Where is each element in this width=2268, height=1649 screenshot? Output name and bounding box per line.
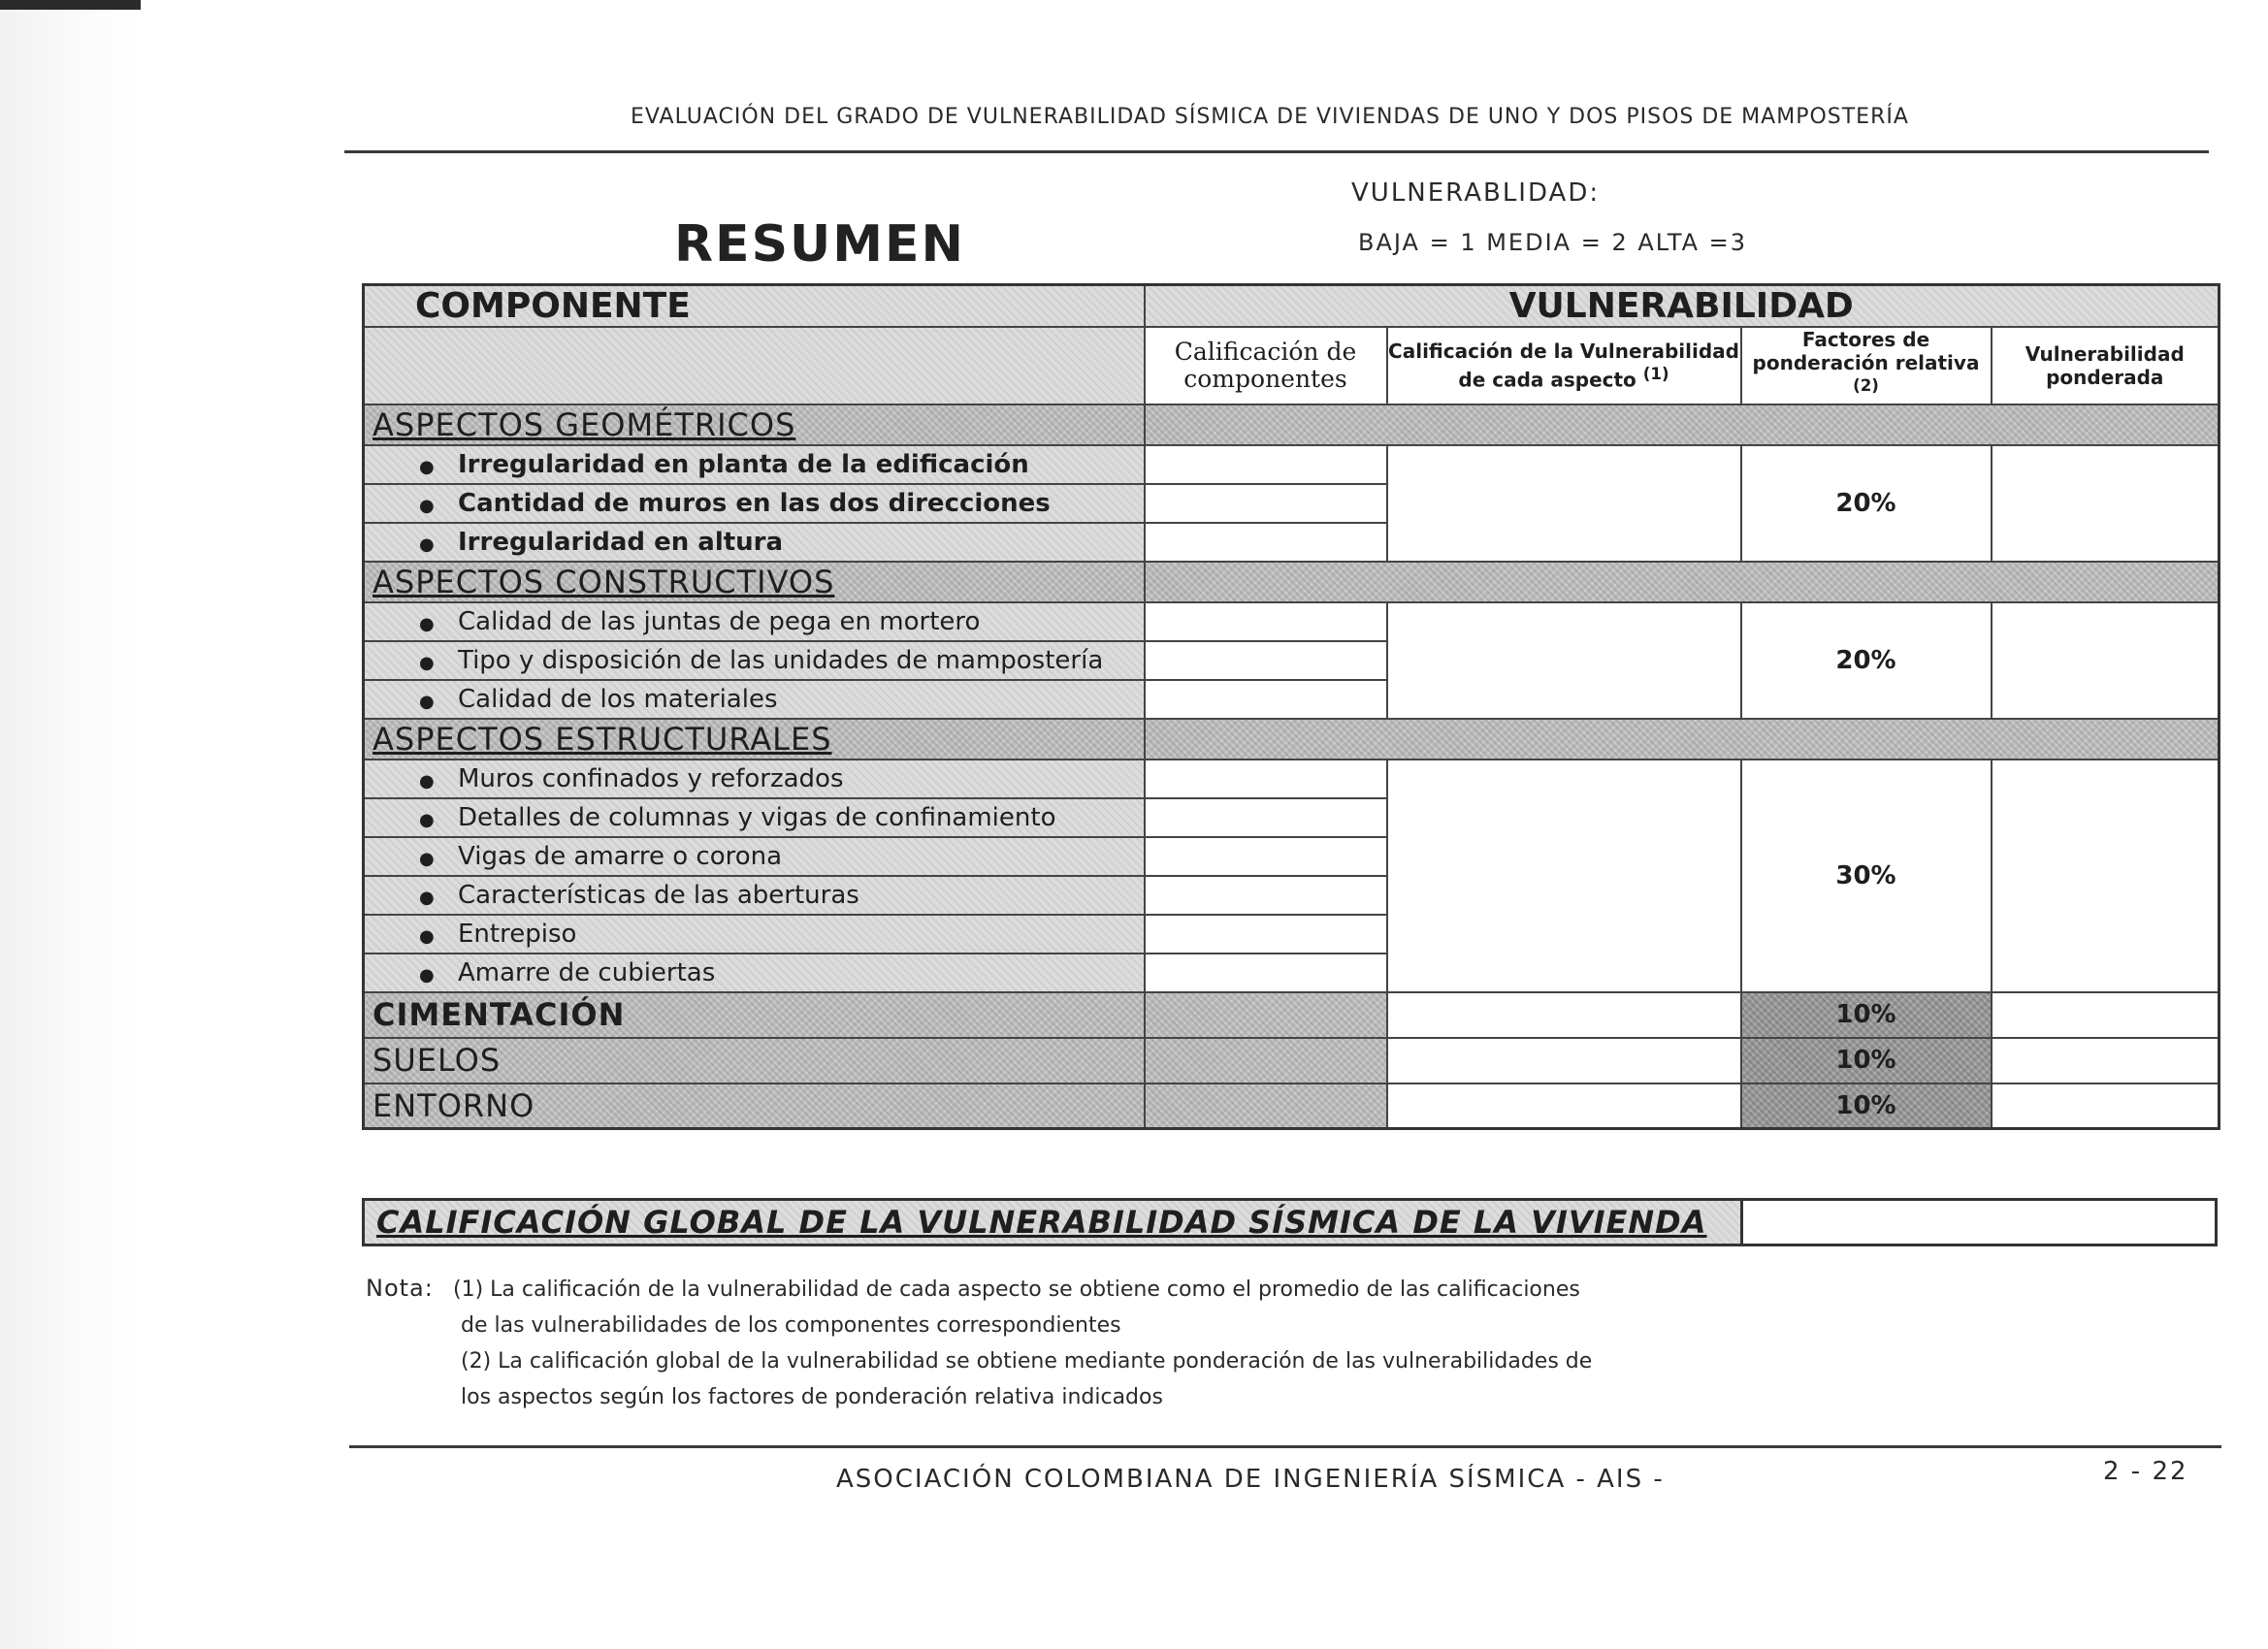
component-row: ● Cantidad de muros en las dos direcciones — [364, 484, 1145, 523]
aspect-score-cell[interactable] — [1387, 760, 1741, 992]
global-rating-input[interactable] — [1743, 1201, 2215, 1244]
component-score-input[interactable] — [1145, 680, 1387, 719]
global-rating-label: CALIFICACIÓN GLOBAL DE LA VULNERABILIDAD SÍSMICA DE LA VIVIENDA — [365, 1201, 1743, 1244]
suelos-label: SUELOS — [364, 1038, 1145, 1083]
aspect-score-cell[interactable] — [1387, 445, 1741, 562]
factor-cell: 10% — [1741, 992, 1992, 1038]
weighted-vulnerability-cell[interactable] — [1992, 992, 2219, 1038]
col-calificacion-aspecto — [1387, 327, 1741, 404]
col-factores-label: Factores de ponderación relativa — [1752, 328, 1980, 374]
col-calificacion-componentes: Calificación de componentes — [1145, 327, 1387, 404]
componente-header: COMPONENTE — [364, 285, 1145, 328]
factor-cell: 20% — [1741, 602, 1992, 719]
cimentacion-label: CIMENTACIÓN — [364, 992, 1145, 1038]
component-row: ● Irregularidad en altura — [364, 523, 1145, 562]
footnote — [366, 1271, 1592, 1415]
group-label: ASPECTOS GEOMÉTRICOS — [364, 404, 1145, 445]
component-score-input[interactable] — [1145, 876, 1387, 915]
note-line-3: (2) La calificación global de la vulnerabilidad se obtiene mediante ponderación de las vulnerabilidades de — [461, 1349, 1593, 1374]
note-line-1: (1) La calificación de la vulnerabilidad de cada aspecto se obtiene como el promedio de las calificaciones — [453, 1277, 1580, 1302]
global-rating-row — [362, 1198, 2218, 1246]
note-line-2: de las vulnerabilidades de los componentes correspondientes — [461, 1313, 1121, 1338]
component-score-input[interactable] — [1145, 760, 1387, 798]
component-row: ● Calidad de las juntas de pega en mortero — [364, 602, 1145, 641]
entorno-label: ENTORNO — [364, 1083, 1145, 1129]
bullet-icon: ● — [419, 925, 435, 947]
component-score-input[interactable] — [1145, 602, 1387, 641]
group-band — [1145, 404, 2219, 445]
page-title: RESUMEN — [674, 215, 966, 274]
factor-cell: 30% — [1741, 760, 1992, 992]
bullet-icon: ● — [419, 691, 435, 712]
component-score-input[interactable] — [1145, 954, 1387, 992]
component-score-input[interactable] — [1145, 484, 1387, 523]
col-calificacion-aspecto-note: (1) — [1642, 365, 1669, 383]
vulnerability-legend-scale: BAJA = 1 MEDIA = 2 ALTA =3 — [1358, 229, 1748, 256]
note-line-4: los aspectos según los factores de ponderación relativa indicados — [461, 1385, 1163, 1409]
component-row: ● Detalles de columnas y vigas de confinamiento — [364, 798, 1145, 837]
component-row: ● Irregularidad en planta de la edificación — [364, 445, 1145, 484]
single-row-shade — [1145, 992, 1387, 1038]
weighted-vulnerability-cell[interactable] — [1992, 445, 2219, 562]
bullet-icon: ● — [419, 887, 435, 908]
component-score-input[interactable] — [1145, 798, 1387, 837]
summary-table — [362, 283, 2220, 1130]
aspect-score-cell[interactable] — [1387, 1038, 1741, 1083]
footer-rule — [349, 1445, 2221, 1448]
group-band — [1145, 562, 2219, 602]
bullet-icon: ● — [419, 652, 435, 673]
component-score-input[interactable] — [1145, 915, 1387, 954]
page-number: 2 - 22 — [2103, 1457, 2188, 1486]
component-row: ● Entrepiso — [364, 915, 1145, 954]
scan-margin — [0, 0, 141, 1649]
factor-cell: 20% — [1741, 445, 1992, 562]
col-calificacion-aspecto-label: Calificación de la Vulnerabilidad de cada aspecto — [1388, 340, 1739, 392]
col-vulnerabilidad-ponderada: Vulnerabilidad ponderada — [1992, 327, 2219, 404]
weighted-vulnerability-cell[interactable] — [1992, 1038, 2219, 1083]
component-row: ● Vigas de amarre o corona — [364, 837, 1145, 876]
component-row: ● Muros confinados y reforzados — [364, 760, 1145, 798]
weighted-vulnerability-cell[interactable] — [1992, 760, 2219, 992]
col-factores-note: (2) — [1853, 376, 1879, 395]
bullet-icon: ● — [419, 534, 435, 555]
bullet-icon: ● — [419, 770, 435, 792]
scan-edge-mark — [0, 0, 141, 10]
bullet-icon: ● — [419, 809, 435, 830]
component-row: ● Tipo y disposición de las unidades de mampostería — [364, 641, 1145, 680]
factor-cell: 10% — [1741, 1083, 1992, 1129]
factor-cell: 10% — [1741, 1038, 1992, 1083]
bullet-icon: ● — [419, 495, 435, 516]
aspect-score-cell[interactable] — [1387, 602, 1741, 719]
component-row: ● Amarre de cubiertas — [364, 954, 1145, 992]
weighted-vulnerability-cell[interactable] — [1992, 1083, 2219, 1129]
note-prefix: Nota: — [366, 1275, 434, 1302]
component-score-input[interactable] — [1145, 641, 1387, 680]
single-row-shade — [1145, 1083, 1387, 1129]
single-row-shade — [1145, 1038, 1387, 1083]
aspect-score-cell[interactable] — [1387, 992, 1741, 1038]
component-score-input[interactable] — [1145, 837, 1387, 876]
bullet-icon: ● — [419, 964, 435, 986]
component-score-input[interactable] — [1145, 523, 1387, 562]
header-rule — [344, 150, 2209, 153]
component-row: ● Características de las aberturas — [364, 876, 1145, 915]
componente-subheader-cell — [364, 327, 1145, 404]
group-label: ASPECTOS CONSTRUCTIVOS — [364, 562, 1145, 602]
bullet-icon: ● — [419, 848, 435, 869]
group-band — [1145, 719, 2219, 760]
footer-organization: ASOCIACIÓN COLOMBIANA DE INGENIERÍA SÍSMICA - AIS - — [836, 1465, 1665, 1494]
weighted-vulnerability-cell[interactable] — [1992, 602, 2219, 719]
bullet-icon: ● — [419, 613, 435, 634]
component-row: ● Calidad de los materiales — [364, 680, 1145, 719]
component-score-input[interactable] — [1145, 445, 1387, 484]
group-label: ASPECTOS ESTRUCTURALES — [364, 719, 1145, 760]
vulnerabilidad-header: VULNERABILIDAD — [1145, 285, 2219, 328]
running-header: EVALUACIÓN DEL GRADO DE VULNERABILIDAD SÍSMICA DE VIVIENDAS DE UNO Y DOS PISOS DE MAMPOSTERÍA — [631, 105, 1909, 129]
vulnerability-legend-label: VULNERABLIDAD: — [1351, 178, 1601, 208]
aspect-score-cell[interactable] — [1387, 1083, 1741, 1129]
bullet-icon: ● — [419, 456, 435, 477]
col-factores — [1741, 327, 1992, 404]
